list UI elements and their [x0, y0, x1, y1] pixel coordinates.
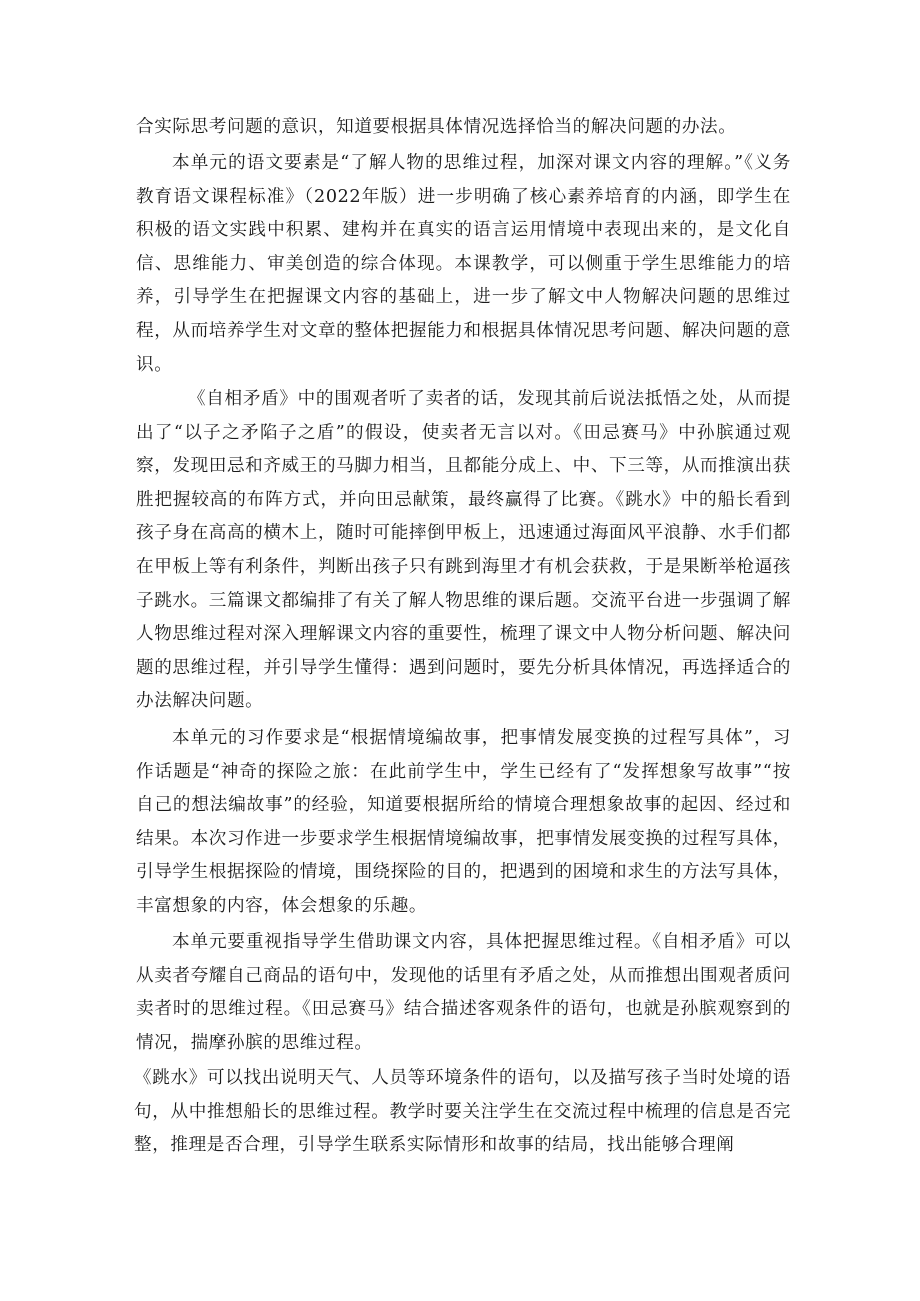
paragraph-writing-requirements: 本单元的习作要求是“根据情境编故事，把事情发展变换的过程写具体”，习作话题是“神奇的探险之旅：在此前学生中，学生已经有了“发挥想象写故事”“按自己的想法编故事”的经验，知道要根据所给的情境合理想象故事的起因、经过和结果。本次习作进一步要求学生根据情境编故事，把事情发展变换的过程写具体，引导学生根据探险的情境，围绕探险的目的，把遇到的困境和求生的方法写具体，丰富想象的内容，体会想象的乐趣。	[136, 728, 791, 916]
paragraph-jump-water: 《跳水》可以找出说明天气、人员等环境条件的语句，以及描写孩子当时处境的语句，从中推想船长的思维过程。教学时要关注学生在交流过程中梳理的信息是否完整，推理是否合理，引导学生联系实际情形和故事的结局，找出能够合理阐	[134, 1068, 791, 1156]
paragraph-teaching-guidance: 本单元要重视指导学生借助课文内容，具体把握思维过程。《自相矛盾》可以从卖者夸耀自己商品的语句中，发现他的话里有矛盾之处，从而推想出围观者质问卖者时的思维过程。《田忌赛马》结合描述客观条件的语句，也就是孙膑观察到的情况，揣摩孙膑的思维过程。	[136, 932, 791, 1053]
paragraph-continuation: 合实际思考问题的意识，知道要根据具体情况选择恰当的解决问题的办法。	[136, 117, 737, 137]
paragraph-lesson-analysis: 《自相矛盾》中的围观者听了卖者的话，发现其前后说法抵悟之处，从而提出了“以子之矛陷子之盾”的假设，使卖者无言以对。《田忌赛马》中孙膑通过观察，发现田忌和齐威王的马脚力相当，且都能分成上、中、下三等，从而推演出获胜把握较高的布阵方式，并向田忌献策，最终赢得了比赛。《跳水》中的船长看到孩子身在高高的横木上，随时可能摔倒甲板上，迅速通过海面风平浪静、水手们都在甲板上等有利条件，判断出孩子只有跳到海里才有机会获救，于是果断举枪逼孩子跳水。三篇课文都编排了有关了解人物思维的课后题。交流平台进一步强调了解人物思维过程对深入理解课文内容的重要性，梳理了课文中人物分析问题、解决问题的思维过程，并引导学生懂得：遇到问题时，要先分析具体情况，再选择适合的办法解决问题。	[136, 389, 791, 712]
paragraph-language-elements: 本单元的语文要素是“了解人物的思维过程，加深对课文内容的理解。”《义务教育语文课程标准》（2022年版）进一步明确了核心素养培育的内涵，即学生在积极的语文实践中积累、建构并在真实的语言运用情境中表现出来的，是文化自信、思维能力、审美创造的综合体现。本课教学，可以侧重于学生思维能力的培养，引导学生在把握课文内容的基础上，进一步了解文中人物解决问题的思维过程，从而培养学生对文章的整体把握能力和根据具体情况思考问题、解决问题的意识。	[136, 153, 791, 375]
